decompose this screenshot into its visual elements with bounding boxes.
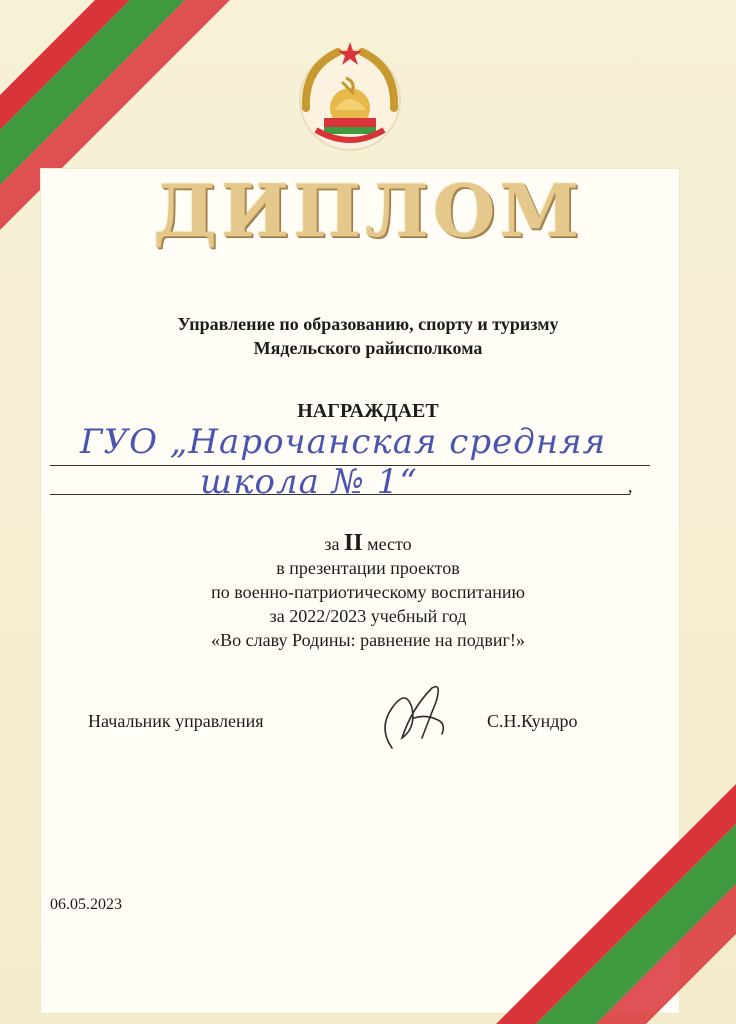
organization-line-1: Управление по образованию, спорту и туризму <box>177 314 559 334</box>
recipient-comma: , <box>628 476 633 496</box>
place-number: II <box>343 530 363 556</box>
recipient-underline-2 <box>50 494 630 495</box>
place-prefix: за <box>324 534 340 554</box>
recipient-handwritten-line-1: ГУО „Нарочанская средняя <box>80 422 607 462</box>
presentation-line: в презентации проектов <box>276 558 460 578</box>
signer-position: Начальник управления <box>88 711 264 731</box>
place-suffix: место <box>367 534 412 554</box>
year-line: за 2022/2023 учебный год <box>269 606 467 626</box>
motto-line: «Во славу Родины: равнение на подвиг!» <box>211 630 525 650</box>
ribbon-bottom-right <box>476 764 736 1024</box>
place-line <box>0 530 736 557</box>
awards-label: НАГРАЖДАЕТ <box>297 400 439 422</box>
diploma-title: ДИПЛОМ <box>152 168 584 253</box>
education-line: по военно-патриотическому воспитанию <box>211 582 525 602</box>
organization-line-2: Мядельского райисполкома <box>253 338 483 358</box>
state-emblem-icon <box>294 38 406 156</box>
issue-date: 06.05.2023 <box>50 896 122 913</box>
recipient-handwritten-line-2: школа № 1“ <box>200 462 418 502</box>
signature-icon <box>372 678 458 758</box>
signer-name: С.Н.Кундро <box>487 711 578 731</box>
